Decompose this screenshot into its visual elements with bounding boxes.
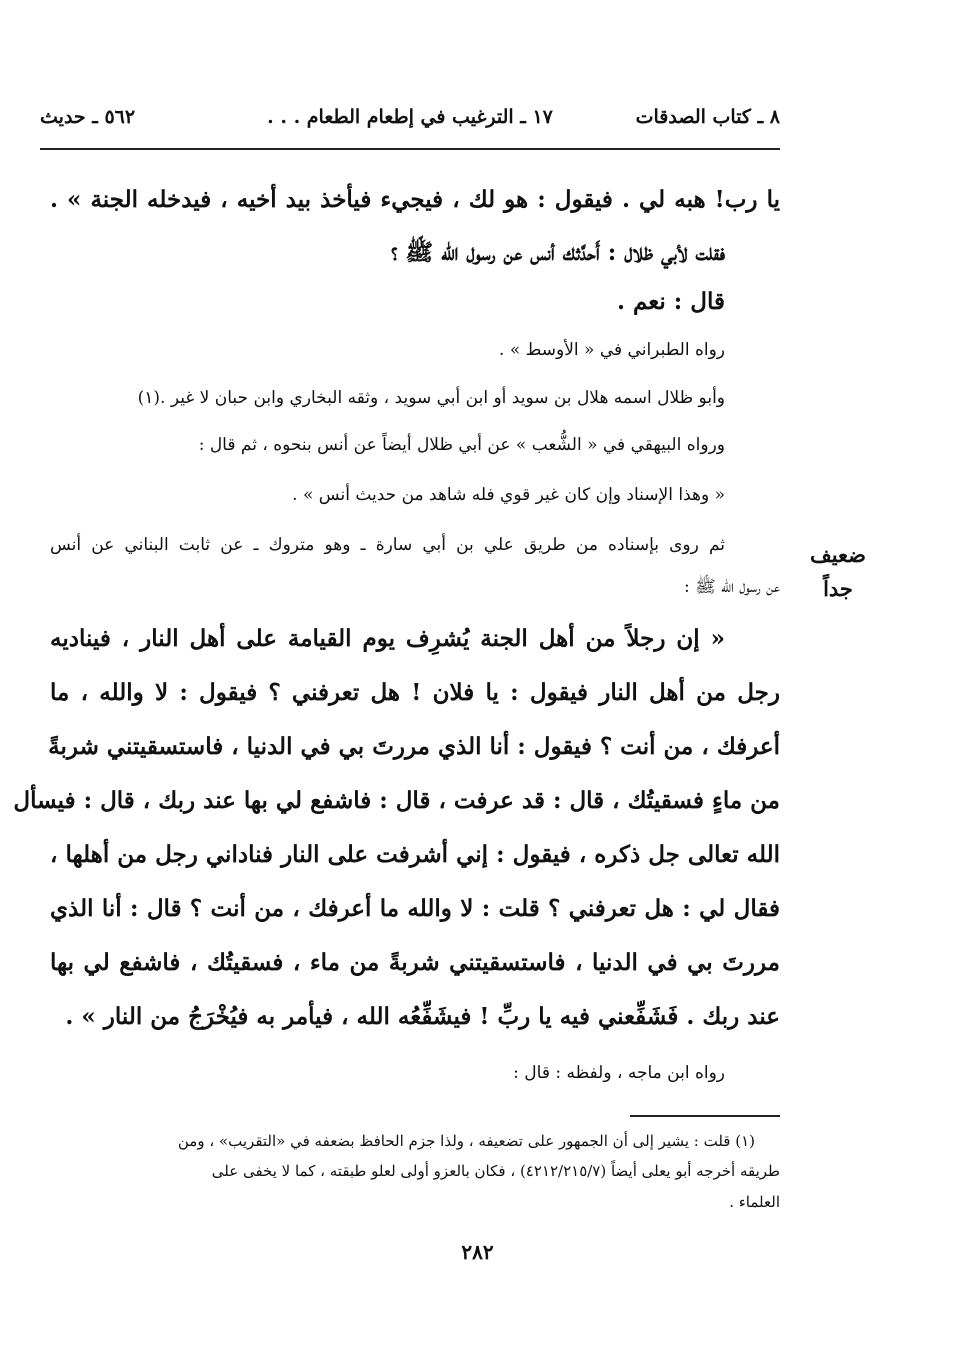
body-line-7: « وهذا الإسناد وإن كان غير قوي فله شاهد من حديث أنس » .: [292, 485, 725, 505]
margin-note-word-2: جداً: [823, 576, 853, 601]
body-line-13: من ماءٍ فسقيتُك ، قال : قد عرفت ، قال : فاشفع لي بها عند ربك ، قال : فيسأل: [13, 787, 780, 814]
page-number: ٢٨٢: [461, 1240, 494, 1264]
body-line-8: ثم روى بإسناده من طريق علي بن أبي سارة ـ وهو متروك ـ عن ثابت البناني عن أنس: [50, 535, 725, 555]
footnote-rule: [630, 1115, 780, 1117]
body-line-12: أعرفك ، من أنت ؟ فيقول : أنا الذي مررتَ بي في الدنيا ، فاستسقيتني شربةً: [48, 733, 780, 760]
body-line-5: وأبو ظلال اسمه هلال بن سويد أو ابن أبي سويد ، وثقه البخاري وابن حبان لا غير .(١): [137, 388, 725, 408]
header-chapter-title: ١٧ ـ الترغيب في إطعام الطعام . . .: [267, 106, 553, 128]
header-book-title: ٨ ـ كتاب الصدقات: [635, 106, 780, 128]
body-line-10: « إن رجلاً من أهل الجنة يُشرِف يوم القيامة على أهل النار ، فيناديه: [50, 625, 725, 652]
margin-note-word-1: ضعيف: [809, 542, 867, 567]
footnote-line-3: العلماء .: [729, 1193, 780, 1211]
body-line-11: رجل من أهل النار فيقول : يا فلان ! هل تعرفني ؟ فيقول : لا والله ، ما: [50, 679, 780, 706]
header-rule: [40, 148, 780, 150]
body-line-6: ورواه البيهقي في « الشُّعب » عن أبي ظلال أيضاً عن أنس بنحوه ، ثم قال :: [198, 435, 725, 455]
body-line-9: عن رسول الله ﷺ :: [684, 577, 780, 597]
body-line-18: رواه ابن ماجه ، ولفظه : قال :: [513, 1063, 725, 1083]
footnote-line-1: (١) قلت : يشير إلى أن الجمهور على تضعيفه ، ولذا جزم الحافظ بضعفه في «التقريب» ، ومن: [177, 1132, 755, 1150]
body-line-15: فقال لي : هل تعرفني ؟ قلت : لا والله ما أعرفك ، من أنت ؟ قال : أنا الذي: [50, 895, 780, 922]
body-line-4: رواه الطبراني في « الأوسط » .: [499, 340, 725, 360]
body-line-14: الله تعالى جل ذكره ، فيقول : إني أشرفت على النار فناداني رجل من أهلها ،: [50, 841, 780, 868]
grading-margin-note: [803, 538, 873, 606]
body-line-17: عند ربك . فَشَفِّعني فيه يا ربِّ ! فيشَفِّعُه الله ، فيأمر به فيُخْرَجُ من النار » .: [65, 1003, 780, 1030]
body-line-3: قال : نعم .: [616, 288, 725, 315]
body-line-16: مررتَ بي في الدنيا ، فاستسقيتني شربةً من ماء ، فسقيتُك ، فاشفع لي بها: [50, 949, 780, 976]
footnote-line-2: طريقه أخرجه أبو يعلى أيضاً (٤٢١٢/٢١٥/٧) ، فكان بالعزو أولى لعلو طبقته ، كما لا يخفى على: [211, 1162, 780, 1180]
body-line-2: فقلت لأبي ظلال : أَحدَّثك أنس عن رسول الله ﷺ ؟: [391, 239, 725, 266]
header-hadith-number: ٥٦٢ ـ حديث: [40, 106, 136, 128]
body-line-1: يا رب! هبه لي . فيقول : هو لك ، فيجيء فيأخذ بيد أخيه ، فيدخله الجنة » .: [50, 186, 780, 213]
running-header: [40, 98, 780, 138]
